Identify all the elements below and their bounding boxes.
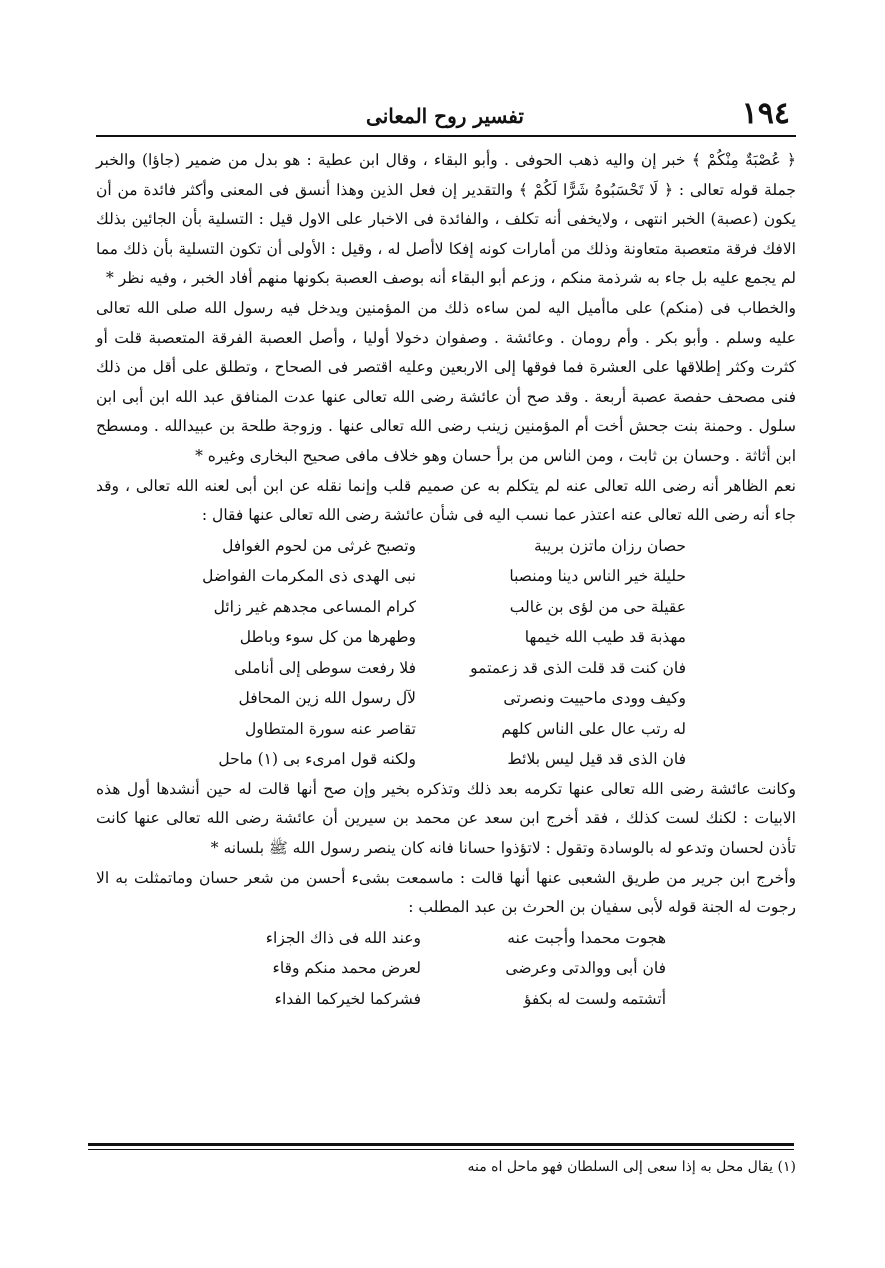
- page-number: ١٩٤: [741, 96, 790, 131]
- poem-first-hemistich: حليلة خير الناس دينا ومنصبا: [509, 567, 686, 586]
- poem-verse: [96, 923, 796, 954]
- poem-verse: [96, 622, 796, 653]
- poem-verse: [96, 653, 796, 684]
- main-text: [96, 146, 796, 1014]
- poem-first-hemistich: مهذبة قد طيب الله خيمها: [524, 628, 686, 647]
- poem-verse: [96, 714, 796, 745]
- header-rule: [96, 135, 796, 137]
- poem-second-hemistich: نبى الهدى ذى المكرمات الفواضل: [202, 567, 416, 586]
- poem-hassan: [96, 531, 796, 775]
- footnote-rule-thin: [88, 1149, 794, 1150]
- poem-hamziyya: [96, 923, 796, 1015]
- footnote-rule: [88, 1143, 794, 1146]
- poem-second-hemistich: كرام المساعى مجدهم غير زائل: [213, 597, 416, 616]
- poem-second-hemistich: ولكنه قول امرىء بى (١) ماحل: [218, 750, 416, 769]
- paragraph-4: وكانت عائشة رضى الله تعالى عنها تكرمه بعد ذلك وتذكره بخير وإن صح أنها قالت له حين أنشدها أول هذه الابيات : لكنك لست كذلك ، فقد أخرج ابن سعد عن محمد بن سيرين أن عائشة رضى الله تعالى عنها كانت تأذن لحسان وتدعو له بالوسادة وتقول : لاتؤذوا حسانا فانه كان ينصر رسول الله ﷺ بلسانه *: [96, 779, 796, 857]
- poem-second-hemistich: وعند الله فى ذاك الجزاء: [265, 928, 421, 947]
- poem-first-hemistich: وكيف وودى ماحييت ونصرتى: [503, 689, 686, 708]
- poem-first-hemistich: فان الذى قد قيل ليس بلائط: [507, 750, 686, 769]
- poem-second-hemistich: وطهرها من كل سوء وباطل: [239, 628, 416, 647]
- page-header: [100, 96, 790, 136]
- footnote: (١) يقال محل به إذا سعى إلى السلطان فهو ماحل اه منه: [467, 1159, 796, 1175]
- poem-first-hemistich: حصان رزان ماتزن بريبة: [533, 536, 686, 555]
- poem-verse: [96, 592, 796, 623]
- poem-verse: [96, 531, 796, 562]
- paragraph-3: نعم الظاهر أنه رضى الله تعالى عنه لم يتكلم به عن صميم قلب وإنما نقله عن ابن أبى لعنه الله تعالى ، وقد جاء أنه رضى الله تعالى عنه اعتذر عما نسب اليه فى شأن عائشة رضى الله تعالى عنها فقال :: [96, 476, 796, 525]
- poem-second-hemistich: لعرض محمد منكم وقاء: [272, 959, 421, 978]
- poem-first-hemistich: عقيلة حى من لؤى بن غالب: [509, 597, 686, 616]
- poem-first-hemistich: هجوت محمدا وأجبت عنه: [507, 928, 666, 947]
- poem-second-hemistich: فلا رفعت سوطى إلى أناملى: [234, 658, 416, 677]
- poem-verse: [96, 683, 796, 714]
- poem-second-hemistich: لآل رسول الله زين المحافل: [238, 689, 416, 708]
- poem-verse: [96, 953, 796, 984]
- paragraph-1: ﴿ عُصْبَةٌ مِنْكُمْ ﴾ خبر إن واليه ذهب الحوفى . وأبو البقاء ، وقال ابن عطية : هو بدل من ضمير (جاؤا) والخبر جملة قوله تعالى : ﴿ لَا تَحْسَبُوهُ شَرًّا لَكُمْ ﴾ والتقدير إن فعل الذين وهذا أنسق فى المعنى وأكثر فائدة من أن يكون (عصبة) الخبر انتهى ، ولايخفى أنه تكلف ، والفائدة فى الاخبار على الاول قيل : التسلية بأن الجائين بذلك الافك فرقة متعصبة متعاونة وذلك من أمارات كونه إفكا لاأصل له ، وقيل : الأولى أن تكون التسلية بأن ذلك مما لم يجمع عليه بل جاء به شرذمة منكم ، وزعم أبو البقاء أنه بوصف العصبة بكونها منهم أفاد الخبر ، وفيه نظر *: [96, 151, 796, 288]
- paragraph-5: وأخرج ابن جرير من طريق الشعبى عنها أنها قالت : ماسمعت بشىء أحسن من شعر حسان وماتمثلت به الا رجوت له الجنة قوله لأبى سفيان بن الحرث بن عبد المطلب :: [96, 868, 796, 917]
- poem-first-hemistich: فان أبى ووالدتى وعرضى: [505, 959, 666, 978]
- poem-first-hemistich: أتشتمه ولست له بكفؤ: [523, 989, 666, 1008]
- poem-verse: [96, 984, 796, 1015]
- poem-second-hemistich: وتصبح غرثى من لحوم الغوافل: [222, 536, 416, 555]
- poem-second-hemistich: فشركما لخيركما الفداء: [274, 989, 421, 1008]
- poem-second-hemistich: تقاصر عنه سورة المتطاول: [244, 719, 416, 738]
- paragraph-2: والخطاب فى (منكم) على ماأميل اليه لمن ساءه ذلك من المؤمنين ويدخل فيه رسول الله صلى الله تعالى عليه وسلم . وأبو بكر . وأم رومان . وعائشة . وصفوان دخولا أوليا ، وأصل العصبة الفرقة المتعصبة قلت أو كثرت وكثر إطلاقها على العشرة فما فوقها إلى الاربعين وعليه اقتصر فى الصحاح ، وتطلق على أقل من ذلك فنى مصحف حفصة عصبة أربعة . وقد صح أن عائشة رضى الله تعالى عنها عدت المنافق عبد الله ابن أبى ابن سلول . وحمنة بنت جحش أخت أم المؤمنين زينب رضى الله تعالى عنها . وزوجة طلحة بن عبيدالله . ومسطح ابن أثاثة . وحسان بن ثابت ، ومن الناس من برأ حسان وهو خلاف مافى صحيح البخارى وغيره *: [96, 298, 796, 465]
- running-title: تفسير روح المعانى: [366, 104, 524, 128]
- poem-first-hemistich: له رتب عال على الناس كلهم: [501, 719, 686, 738]
- poem-first-hemistich: فان كنت قد قلت الذى قد زعمتمو: [470, 658, 686, 677]
- poem-verse: [96, 744, 796, 775]
- poem-verse: [96, 561, 796, 592]
